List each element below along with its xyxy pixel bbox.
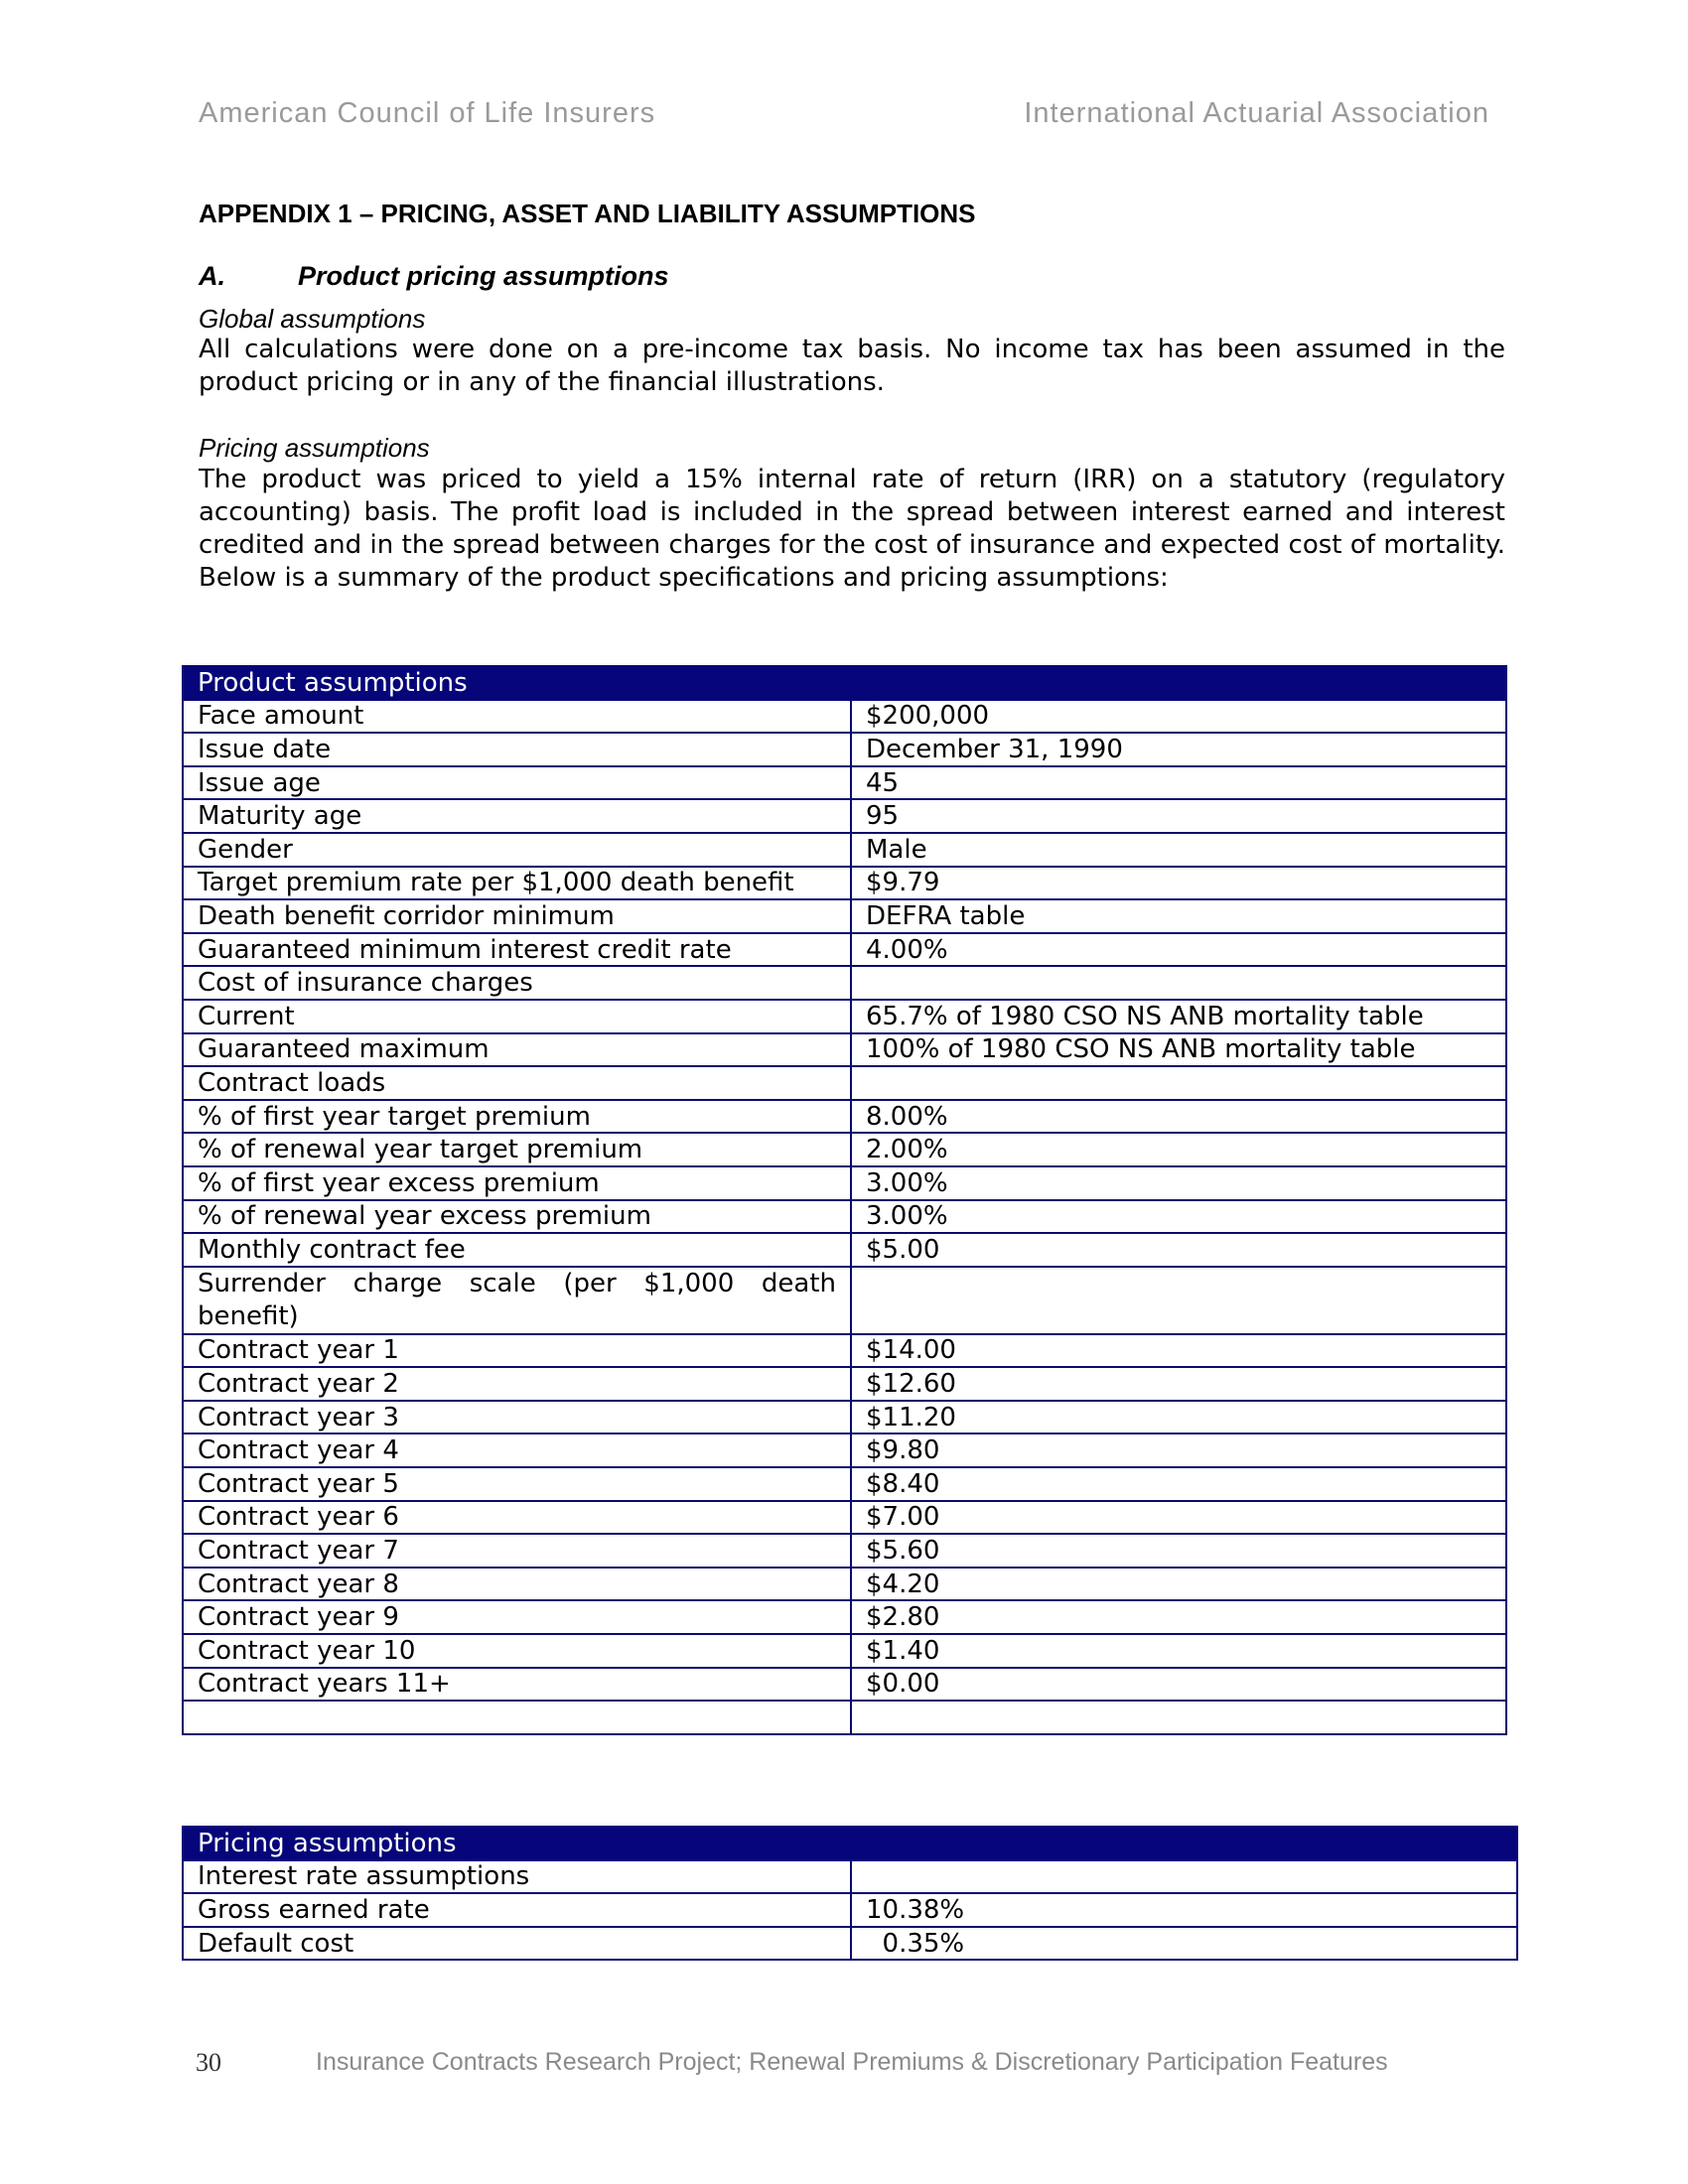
section-heading xyxy=(199,261,669,292)
row-label-cell: % of first year target premium xyxy=(183,1100,851,1134)
page-number: 30 xyxy=(196,2048,221,2077)
row-label-cell: Maturity age xyxy=(183,799,851,833)
table-row xyxy=(183,1033,1506,1067)
row-label-cell: Issue age xyxy=(183,766,851,800)
pricing-assumptions-table xyxy=(182,1826,1518,1961)
table-row xyxy=(183,766,1506,800)
table-row xyxy=(183,966,1506,1000)
table-row xyxy=(183,1267,1506,1334)
row-value-cell: 4.00% xyxy=(851,933,1506,967)
row-label-cell: Contract years 11+ xyxy=(183,1668,851,1702)
row-label-cell: Guaranteed maximum xyxy=(183,1033,851,1067)
row-label-cell: Contract year 8 xyxy=(183,1568,851,1601)
table-row xyxy=(183,1200,1506,1234)
row-label-cell: % of first year excess premium xyxy=(183,1166,851,1200)
row-label-cell: Contract year 2 xyxy=(183,1367,851,1401)
row-label-cell: % of renewal year target premium xyxy=(183,1133,851,1166)
row-label-cell: Issue date xyxy=(183,733,851,766)
row-value-cell: $5.60 xyxy=(851,1534,1506,1568)
row-label-cell xyxy=(183,1701,851,1734)
row-label-cell: Contract year 5 xyxy=(183,1467,851,1501)
table-header-cell: Pricing assumptions xyxy=(183,1827,1517,1860)
row-value-cell: $2.80 xyxy=(851,1600,1506,1634)
table-row xyxy=(183,1133,1506,1166)
table-row xyxy=(183,1000,1506,1033)
row-value-cell: $9.79 xyxy=(851,867,1506,900)
row-label-cell: Surrender charge scale (per $1,000 death benefit) xyxy=(183,1267,851,1334)
row-label-cell: Contract year 10 xyxy=(183,1634,851,1668)
table-row xyxy=(183,1534,1506,1568)
row-label-cell: Gross earned rate xyxy=(183,1893,851,1927)
table-header-row xyxy=(183,1827,1517,1860)
table-row xyxy=(183,1668,1506,1702)
running-header-right: International Actuarial Association xyxy=(1024,97,1489,129)
row-value-cell xyxy=(851,966,1506,1000)
row-value-cell xyxy=(851,1066,1506,1100)
table-row xyxy=(183,1568,1506,1601)
row-label-cell: Face amount xyxy=(183,700,851,734)
table-row xyxy=(183,1233,1506,1267)
appendix-title: APPENDIX 1 – PRICING, ASSET AND LIABILITY ASSUMPTIONS xyxy=(199,199,976,228)
section-letter: A. xyxy=(199,261,225,291)
table-row xyxy=(183,1467,1506,1501)
product-assumptions-table xyxy=(182,665,1507,1735)
row-value-cell: $0.00 xyxy=(851,1668,1506,1702)
table-row xyxy=(183,799,1506,833)
table-header-row xyxy=(183,666,1506,700)
row-value-cell: DEFRA table xyxy=(851,899,1506,933)
row-value-cell: 95 xyxy=(851,799,1506,833)
table-row xyxy=(183,1401,1506,1434)
table-row xyxy=(183,1100,1506,1134)
global-assumptions-text: All calculations were done on a pre-income tax basis. No income tax has been assumed in the product pricing or in any of the financial illustrations. xyxy=(199,335,1505,397)
table-row xyxy=(183,1893,1517,1927)
table-row xyxy=(183,1600,1506,1634)
row-label-cell: Death benefit corridor minimum xyxy=(183,899,851,933)
table-header-cell: Product assumptions xyxy=(183,666,1506,700)
row-value-cell: December 31, 1990 xyxy=(851,733,1506,766)
row-label-cell: Interest rate assumptions xyxy=(183,1860,851,1894)
row-value-cell: 100% of 1980 CSO NS ANB mortality table xyxy=(851,1033,1506,1067)
row-label-cell: Target premium rate per $1,000 death benefit xyxy=(183,867,851,900)
table-row xyxy=(183,867,1506,900)
row-label-cell: Guaranteed minimum interest credit rate xyxy=(183,933,851,967)
row-value-cell: 8.00% xyxy=(851,1100,1506,1134)
row-label-cell: Contract year 4 xyxy=(183,1433,851,1467)
row-value-cell: $8.40 xyxy=(851,1467,1506,1501)
table-row xyxy=(183,1860,1517,1894)
row-value-cell: $12.60 xyxy=(851,1367,1506,1401)
table-row xyxy=(183,1701,1506,1734)
table-row xyxy=(183,833,1506,867)
row-value-cell: $1.40 xyxy=(851,1634,1506,1668)
row-label-cell: Gender xyxy=(183,833,851,867)
row-value-cell: 45 xyxy=(851,766,1506,800)
row-value-cell: 0.35% xyxy=(851,1927,1517,1961)
table-row xyxy=(183,1066,1506,1100)
row-label-cell: Contract year 6 xyxy=(183,1501,851,1535)
row-label-cell: Contract year 9 xyxy=(183,1600,851,1634)
row-value-cell: 3.00% xyxy=(851,1200,1506,1234)
row-label-cell: Contract loads xyxy=(183,1066,851,1100)
row-value-cell: 10.38% xyxy=(851,1893,1517,1927)
table-row xyxy=(183,1433,1506,1467)
pricing-assumptions-text: The product was priced to yield a 15% internal rate of return (IRR) on a statutory (regulatory accounting) basis. The profit load is included in the spread between interest earned and interest credited and in the spread between charges for the cost of insurance and expected cost of mortality. Below is a summary of the product specifications and pricing assumptions: xyxy=(199,465,1505,593)
row-label-cell: % of renewal year excess premium xyxy=(183,1200,851,1234)
row-label-cell: Contract year 1 xyxy=(183,1334,851,1368)
footer-text: Insurance Contracts Research Project; Renewal Premiums & Discretionary Participation Features xyxy=(316,2048,1388,2076)
running-header-left: American Council of Life Insurers xyxy=(199,97,656,129)
row-value-cell: $14.00 xyxy=(851,1334,1506,1368)
row-value-cell: $5.00 xyxy=(851,1233,1506,1267)
row-label-cell: Contract year 3 xyxy=(183,1401,851,1434)
row-label-cell: Contract year 7 xyxy=(183,1534,851,1568)
row-value-cell xyxy=(851,1860,1517,1894)
row-label-cell: Cost of insurance charges xyxy=(183,966,851,1000)
table-row xyxy=(183,1501,1506,1535)
row-value-cell xyxy=(851,1701,1506,1734)
row-label-cell: Monthly contract fee xyxy=(183,1233,851,1267)
row-value-cell: $7.00 xyxy=(851,1501,1506,1535)
row-value-cell xyxy=(851,1267,1506,1334)
row-value-cell: 2.00% xyxy=(851,1133,1506,1166)
table-row xyxy=(183,899,1506,933)
section-title: Product pricing assumptions xyxy=(298,261,669,291)
row-value-cell: 3.00% xyxy=(851,1166,1506,1200)
table-row xyxy=(183,1634,1506,1668)
row-label-cell: Default cost xyxy=(183,1927,851,1961)
row-value-cell: $11.20 xyxy=(851,1401,1506,1434)
table-row xyxy=(183,1166,1506,1200)
row-value-cell: Male xyxy=(851,833,1506,867)
row-value-cell: $9.80 xyxy=(851,1433,1506,1467)
table-row xyxy=(183,700,1506,734)
row-value-cell: $200,000 xyxy=(851,700,1506,734)
table-row xyxy=(183,933,1506,967)
table-row xyxy=(183,1334,1506,1368)
pricing-assumptions-heading: Pricing assumptions xyxy=(199,433,430,463)
row-value-cell: 65.7% of 1980 CSO NS ANB mortality table xyxy=(851,1000,1506,1033)
row-value-cell: $4.20 xyxy=(851,1568,1506,1601)
table-row xyxy=(183,1367,1506,1401)
table-row xyxy=(183,1927,1517,1961)
table-row xyxy=(183,733,1506,766)
global-assumptions-heading: Global assumptions xyxy=(199,304,426,334)
row-label-cell: Current xyxy=(183,1000,851,1033)
